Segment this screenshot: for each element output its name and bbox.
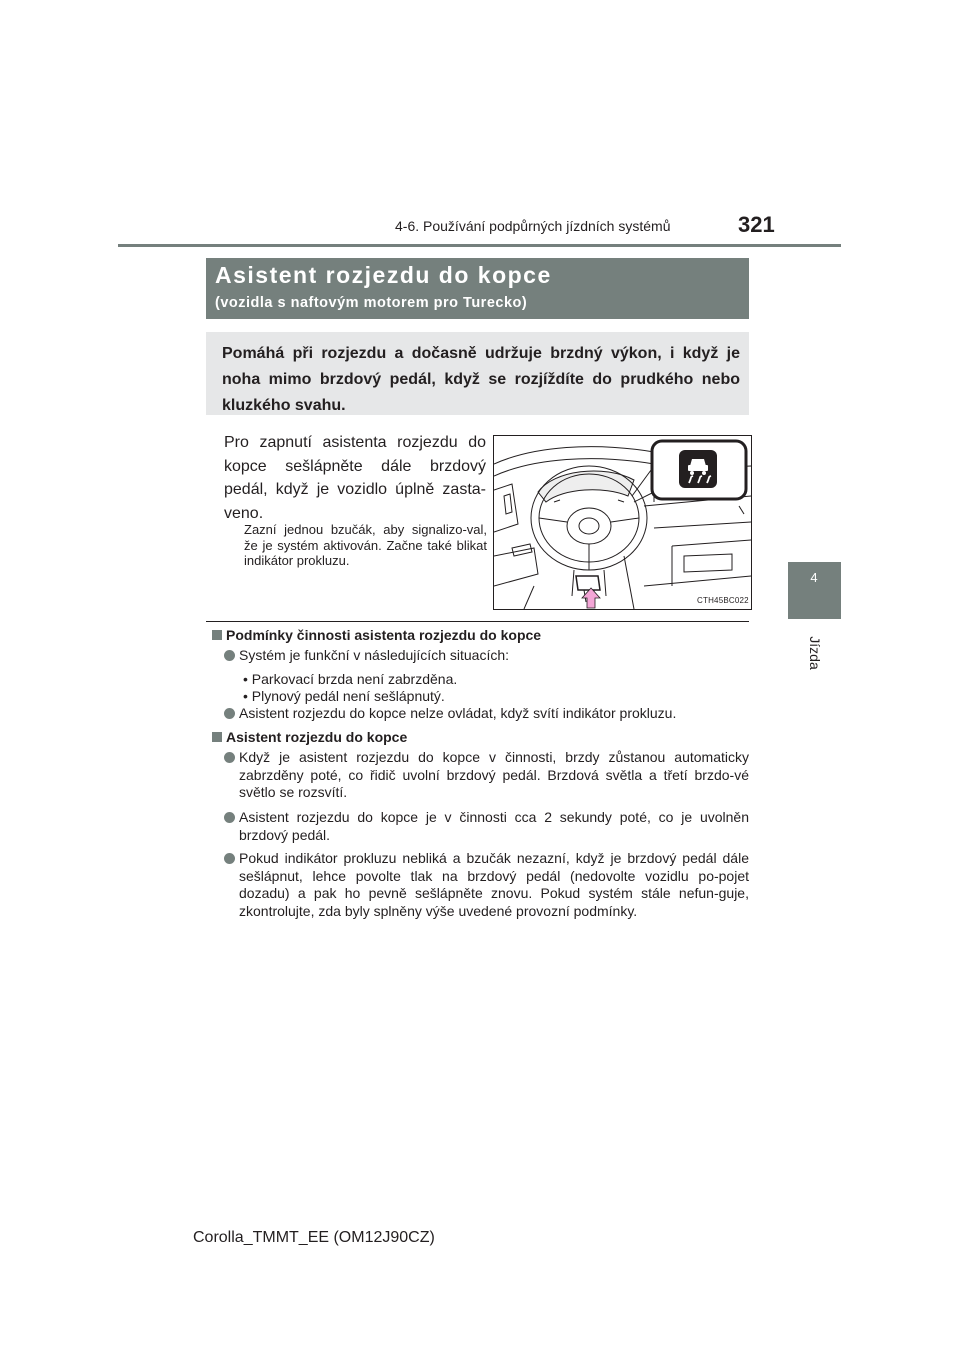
bullet-text: Když je asistent rozjezdu do kopce v činnosti, brzdy zůstanou automaticky zabrzděny poté, co řidič uvolní brzdový pedál. Brzdová světla a třetí brzdo-vé světlo se rozsvítí. (239, 749, 749, 800)
section-heading-text: Podmínky činnosti asistenta rozjezdu do kopce (226, 627, 542, 643)
dashboard-illustration (493, 435, 752, 610)
square-bullet-icon (212, 732, 222, 742)
bullet-icon (224, 752, 235, 763)
bullet-icon (224, 853, 235, 864)
bullet-text: Pokud indikátor prokluzu nebliká a bzučák nezazní, když je brzdový pedál dále sešlápnut, lehce povolte tlak na brzdový pedál (nedovolte vozidlu po-pojet dozadu) a pak ho pevně sešlápněte znovu. Pokud systém stále nefun-guje, zkontrolujte, zda byly splněny výše uvedené provozní podmínky. (239, 850, 749, 919)
section-heading-conditions (212, 627, 541, 643)
step-instruction: Pro zapnutí asistenta rozjezdu do kopce sešlápněte dále brzdový pedál, když je vozidlo úplně zasta-veno. (224, 434, 486, 522)
section-heading-assistant (212, 729, 407, 745)
bullet-icon (224, 812, 235, 823)
intro-text: Pomáhá při rozjezdu a dočasně udržuje brzdný výkon, i když je noha mimo brzdový pedál, když se rozjíždíte do prudkého nebo kluzkého svahu. (222, 345, 740, 414)
header-rule (118, 244, 841, 247)
slip-indicator-icon (679, 450, 717, 488)
sub-item: • Plynový pedál není sešlápnutý. (243, 688, 445, 704)
document-footer: Corolla_TMMT_EE (OM12J90CZ) (193, 1229, 435, 1246)
section-title: Asistent rozjezdu do kopce (215, 262, 552, 288)
chapter-number: 4 (810, 570, 818, 585)
bullet-text: Asistent rozjezdu do kopce nelze ovládat, když svítí indikátor prokluzu. (239, 705, 677, 721)
bullet-text: Asistent rozjezdu do kopce je v činnosti cca 2 sekundy poté, co je uvolněn brzdový pedál. (239, 809, 749, 843)
image-code: CTH45BC022 (697, 596, 749, 605)
highlight-arrow (582, 588, 600, 608)
square-bullet-icon (212, 630, 222, 640)
sub-item: • Parkovací brzda není zabrzděna. (243, 671, 458, 687)
bullet-icon (224, 708, 235, 719)
bullet-icon (224, 650, 235, 661)
bullet-text: Systém je funkční v následujících situacích: (239, 647, 510, 663)
running-header: 4-6. Používání podpůrných jízdních systémů (395, 218, 671, 234)
section-divider (206, 621, 749, 622)
section-heading-text: Asistent rozjezdu do kopce (226, 729, 408, 745)
step-note: Zazní jednou bzučák, aby signalizo-val, že je systém aktivován. Začne také blikat indikátor prokluzu. (244, 522, 487, 568)
chapter-label: Jízda (807, 636, 823, 670)
section-subtitle: (vozidla s naftovým motorem pro Turecko) (215, 295, 528, 311)
page-number: 321 (738, 212, 775, 237)
dashboard-drawing (494, 436, 751, 609)
